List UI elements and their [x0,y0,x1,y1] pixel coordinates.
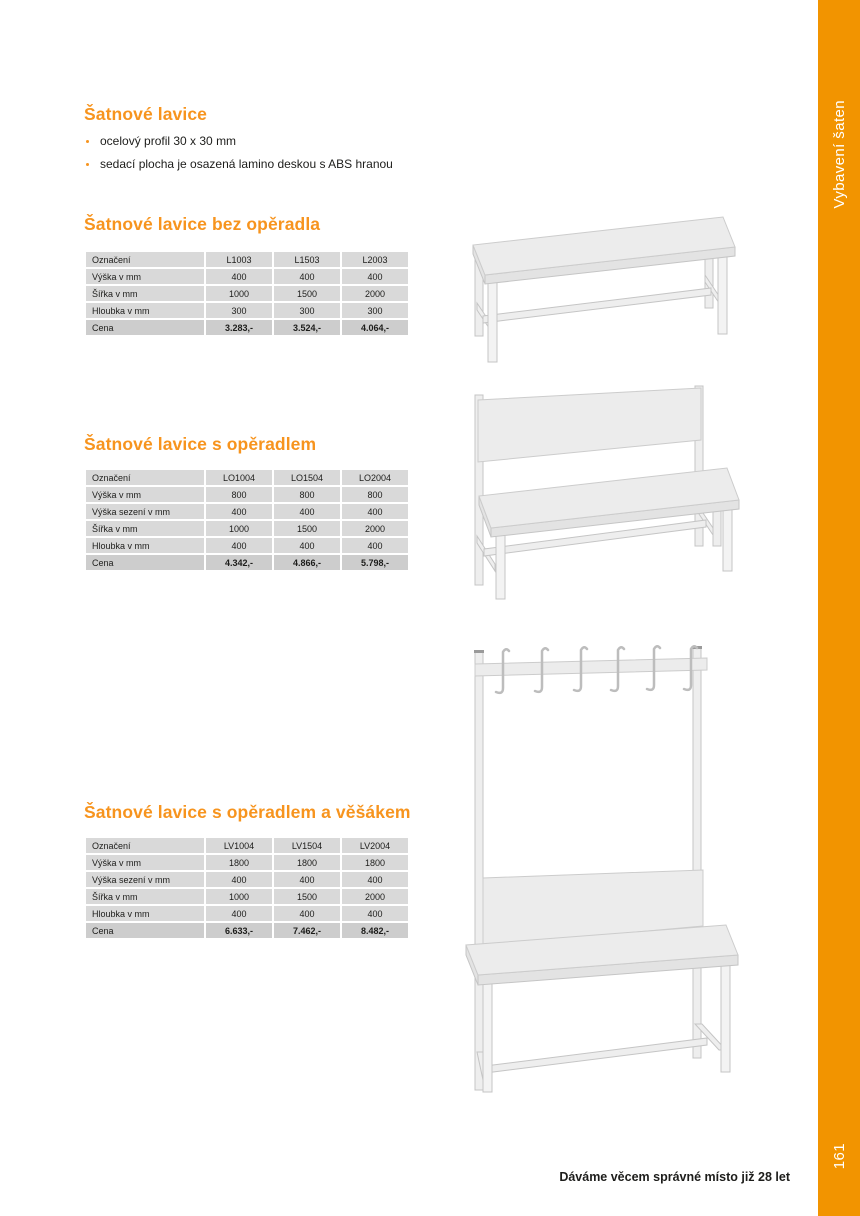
spec-label-cell: Označení [86,470,204,485]
hanger-rail [475,658,707,676]
spec-value-cell: 400 [342,504,408,519]
spec-label-cell: Výška v mm [86,487,204,502]
table-row [86,303,408,318]
spec-value-cell: 800 [206,487,272,502]
spec-value-cell: 400 [206,906,272,921]
bench-leg [488,278,497,362]
spec-value-cell: 800 [274,487,340,502]
spec-value-cell: 300 [342,303,408,318]
spec-value-cell: 400 [206,269,272,284]
spec-price-cell: 6.633,- [206,923,272,938]
spec-value-cell: 1800 [274,855,340,870]
spec-label-cell: Označení [86,252,204,267]
spec-value-cell: 400 [274,269,340,284]
spec-label-cell: Šířka v mm [86,286,204,301]
spec-value-cell: 400 [342,538,408,553]
post-cap [474,650,484,653]
spec-price-cell: 5.798,- [342,555,408,570]
spec-value-cell: 1500 [274,521,340,536]
spec-value-cell: 400 [274,538,340,553]
spec-value-cell: 1500 [274,286,340,301]
table-row [86,538,408,553]
table-row [86,487,408,502]
spec-value-cell: 400 [274,872,340,887]
spec-value-cell: 400 [342,872,408,887]
table-row [86,855,408,870]
table-row-price [86,555,408,570]
backrest-panel [478,388,701,462]
page-title: Šatnové lavice [84,104,207,124]
spec-label-cell: Cena [86,923,204,938]
spec-value-cell: 400 [206,538,272,553]
table-row [86,269,408,284]
spec-value-cell: 300 [274,303,340,318]
spec-label-cell: Označení [86,838,204,853]
spec-table-bench-plain [84,250,410,337]
spec-value-cell: 1000 [206,521,272,536]
table-row [86,470,408,485]
spec-table-bench-backrest [84,468,410,572]
spec-value-cell: 400 [342,269,408,284]
spec-label-cell: Hloubka v mm [86,906,204,921]
hanger-post [693,648,701,1058]
spec-value-cell: 400 [274,504,340,519]
spec-value-cell: 1000 [206,889,272,904]
intro-bullet [86,157,393,171]
spec-value-cell: LV1504 [274,838,340,853]
bench-cross-rail [483,288,711,323]
bench-leg [483,978,492,1092]
bench-with-backrest-image [453,381,783,631]
page-number-text: 161 [830,1142,848,1170]
spec-value-cell: 800 [342,487,408,502]
spec-price-cell: 7.462,- [274,923,340,938]
spec-price-cell: 4.064,- [342,320,408,335]
spec-label-cell: Šířka v mm [86,889,204,904]
spec-value-cell: 1800 [206,855,272,870]
spec-value-cell: 300 [206,303,272,318]
intro-bullet-text: ocelový profil 30 x 30 mm [100,134,237,148]
bench-with-backrest-and-hanger-image [445,642,780,1107]
spec-table-bench-hanger [84,836,410,940]
table-row-price [86,923,408,938]
spec-value-cell: L1003 [206,252,272,267]
table-row [86,872,408,887]
spec-value-cell: 2000 [342,889,408,904]
spec-label-cell: Šířka v mm [86,521,204,536]
intro-bullet-list [86,134,393,180]
spec-label-cell: Hloubka v mm [86,303,204,318]
intro-bullet-text: sedací plocha je osazená lamino deskou s ABS hranou [100,157,393,171]
spec-price-cell: 8.482,- [342,923,408,938]
bench-leg [721,958,730,1072]
bullet-dot-icon [86,140,89,143]
spec-value-cell: 400 [206,504,272,519]
section-heading-bench-plain: Šatnové lavice bez opěradla [84,214,321,234]
spec-value-cell: 2000 [342,521,408,536]
spec-value-cell: L2003 [342,252,408,267]
table-row [86,889,408,904]
bench-without-backrest-image [455,190,755,375]
section-heading-bench-hanger: Šatnové lavice s opěradlem a věšákem [84,802,411,822]
footer-tagline: Dáváme věcem správné místo již 28 let [559,1170,790,1184]
intro-bullet [86,134,393,148]
spec-value-cell: LV1004 [206,838,272,853]
table-row [86,838,408,853]
page-number [818,1132,860,1180]
spec-label-cell: Výška v mm [86,855,204,870]
spec-value-cell: 400 [206,872,272,887]
table-row-price [86,320,408,335]
spec-value-cell: 400 [274,906,340,921]
bench-cross-rail [485,1038,707,1073]
table-row [86,286,408,301]
table-row [86,521,408,536]
table-row [86,504,408,519]
table-row [86,906,408,921]
spec-value-cell: 400 [342,906,408,921]
bench-leg [723,503,732,571]
spec-value-cell: 1000 [206,286,272,301]
spec-value-cell: LO1004 [206,470,272,485]
hanger-post [475,652,483,1090]
bullet-dot-icon [86,163,89,166]
spec-label-cell: Cena [86,320,204,335]
spec-price-cell: 4.866,- [274,555,340,570]
category-label [818,88,860,220]
bench-leg [718,250,727,334]
spec-value-cell: LO1504 [274,470,340,485]
spec-price-cell: 4.342,- [206,555,272,570]
spec-value-cell: 1500 [274,889,340,904]
spec-value-cell: L1503 [274,252,340,267]
spec-price-cell: 3.283,- [206,320,272,335]
spec-price-cell: 3.524,- [274,320,340,335]
spec-label-cell: Výška v mm [86,269,204,284]
spec-value-cell: 1800 [342,855,408,870]
section-heading-bench-backrest: Šatnové lavice s opěradlem [84,434,317,454]
spec-value-cell: LO2004 [342,470,408,485]
bench-leg [496,531,505,599]
spec-label-cell: Cena [86,555,204,570]
category-label-text: Vybavení šaten [830,99,848,209]
spec-label-cell: Výška sezení v mm [86,872,204,887]
spec-value-cell: 2000 [342,286,408,301]
table-row [86,252,408,267]
spec-label-cell: Hloubka v mm [86,538,204,553]
spec-label-cell: Výška sezení v mm [86,504,204,519]
spec-value-cell: LV2004 [342,838,408,853]
